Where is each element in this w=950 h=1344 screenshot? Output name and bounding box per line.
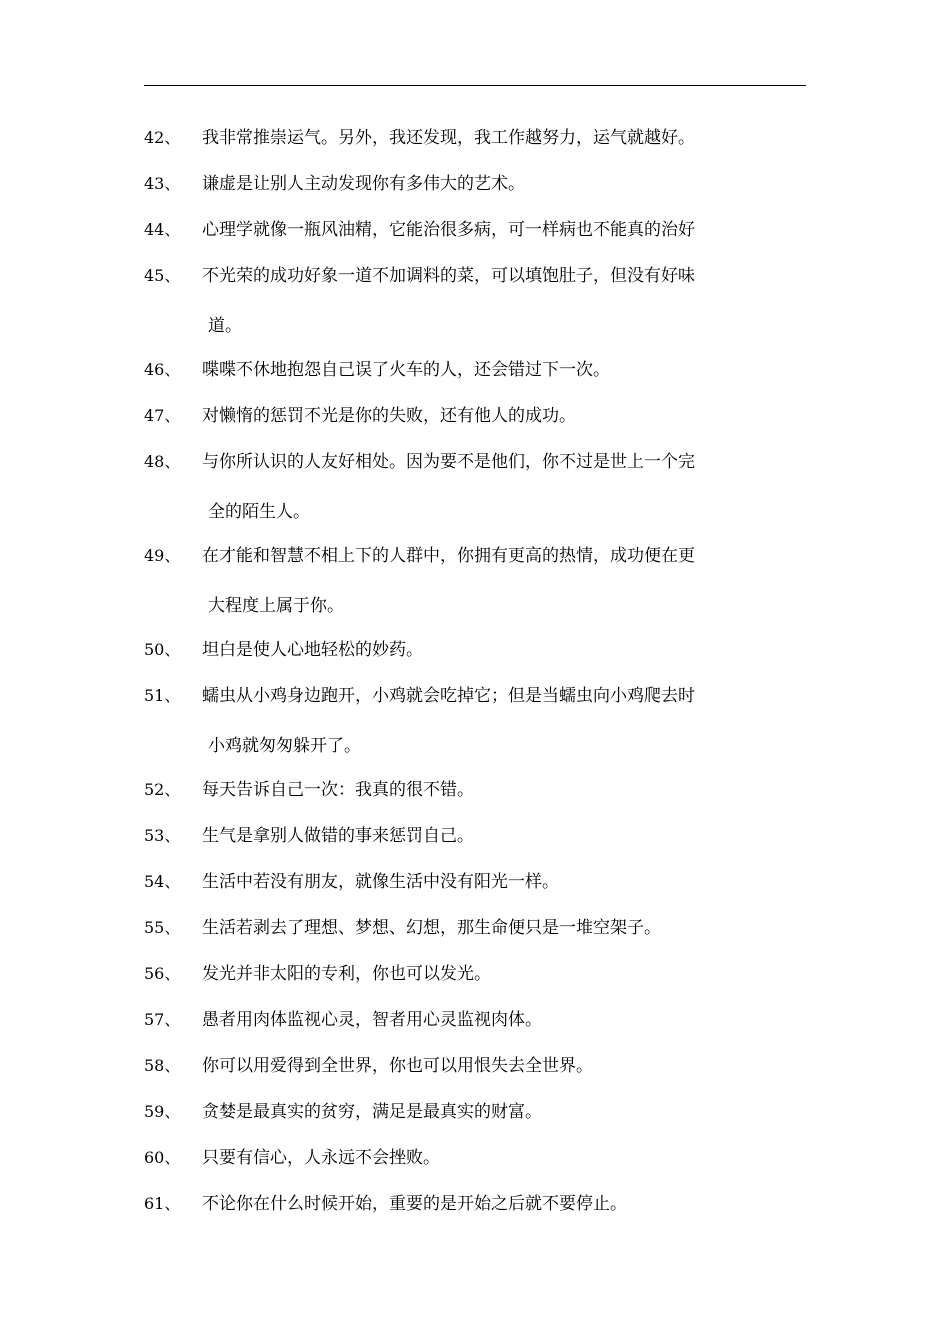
item-text: 对懒惰的惩罚不光是你的失败，还有他人的成功。 [202, 406, 576, 426]
item-number: 53、 [144, 826, 181, 845]
item-text: 你可以用爱得到全世界，你也可以用恨失去全世界。 [202, 1056, 593, 1076]
item-text: 只要有信心，人永远不会挫败。 [202, 1148, 440, 1168]
item-text: 愚者用肉体监视心灵，智者用心灵监视肉体。 [202, 1010, 542, 1030]
item-text: 发光并非太阳的专利，你也可以发光。 [202, 964, 491, 984]
item-number: 47、 [144, 406, 181, 425]
item-number: 60、 [144, 1148, 181, 1167]
item-number: 54、 [144, 872, 181, 891]
item-text: 不光荣的成功好象一道不加调料的菜，可以填饱肚子，但没有好味 [202, 266, 695, 286]
item-text-continued: 道。 [208, 316, 242, 336]
item-text: 与你所认识的人友好相处。因为要不是他们，你不过是世上一个完 [202, 452, 695, 472]
item-number: 45、 [144, 266, 181, 285]
item-number: 59、 [144, 1102, 181, 1121]
item-text-continued: 小鸡就匆匆躲开了。 [208, 736, 361, 756]
item-number: 44、 [144, 220, 181, 239]
item-text-continued: 全的陌生人。 [208, 502, 310, 522]
item-text: 喋喋不休地抱怨自己误了火车的人，还会错过下一次。 [202, 360, 610, 380]
item-number: 50、 [144, 640, 181, 659]
item-number: 56、 [144, 964, 181, 983]
item-text: 生活若剥去了理想、梦想、幻想，那生命便只是一堆空架子。 [202, 918, 661, 938]
item-text: 不论你在什么时候开始，重要的是开始之后就不要停止。 [202, 1194, 627, 1214]
item-number: 61、 [144, 1194, 181, 1213]
item-text-continued: 大程度上属于你。 [208, 596, 344, 616]
item-text: 贪婪是最真实的贫穷，满足是最真实的财富。 [202, 1102, 542, 1122]
item-text: 我非常推崇运气。另外，我还发现，我工作越努力，运气就越好。 [202, 128, 695, 148]
item-number: 58、 [144, 1056, 181, 1075]
item-text: 在才能和智慧不相上下的人群中，你拥有更高的热情，成功便在更 [202, 546, 695, 566]
item-number: 48、 [144, 452, 181, 471]
item-number: 55、 [144, 918, 181, 937]
item-number: 51、 [144, 686, 181, 705]
item-number: 49、 [144, 546, 181, 565]
item-number: 57、 [144, 1010, 181, 1029]
item-text: 心理学就像一瓶风油精，它能治很多病，可一样病也不能真的治好 [202, 220, 695, 240]
item-text: 生活中若没有朋友，就像生活中没有阳光一样。 [202, 872, 559, 892]
item-text: 谦虚是让别人主动发现你有多伟大的艺术。 [202, 174, 525, 194]
item-number: 42、 [144, 128, 181, 147]
item-number: 52、 [144, 780, 181, 799]
item-text: 蠕虫从小鸡身边跑开，小鸡就会吃掉它；但是当蠕虫向小鸡爬去时 [202, 686, 695, 706]
item-number: 46、 [144, 360, 181, 379]
item-number: 43、 [144, 174, 181, 193]
item-text: 每天告诉自己一次：我真的很不错。 [202, 780, 474, 800]
item-text: 生气是拿别人做错的事来惩罚自己。 [202, 826, 474, 846]
item-text: 坦白是使人心地轻松的妙药。 [202, 640, 423, 660]
